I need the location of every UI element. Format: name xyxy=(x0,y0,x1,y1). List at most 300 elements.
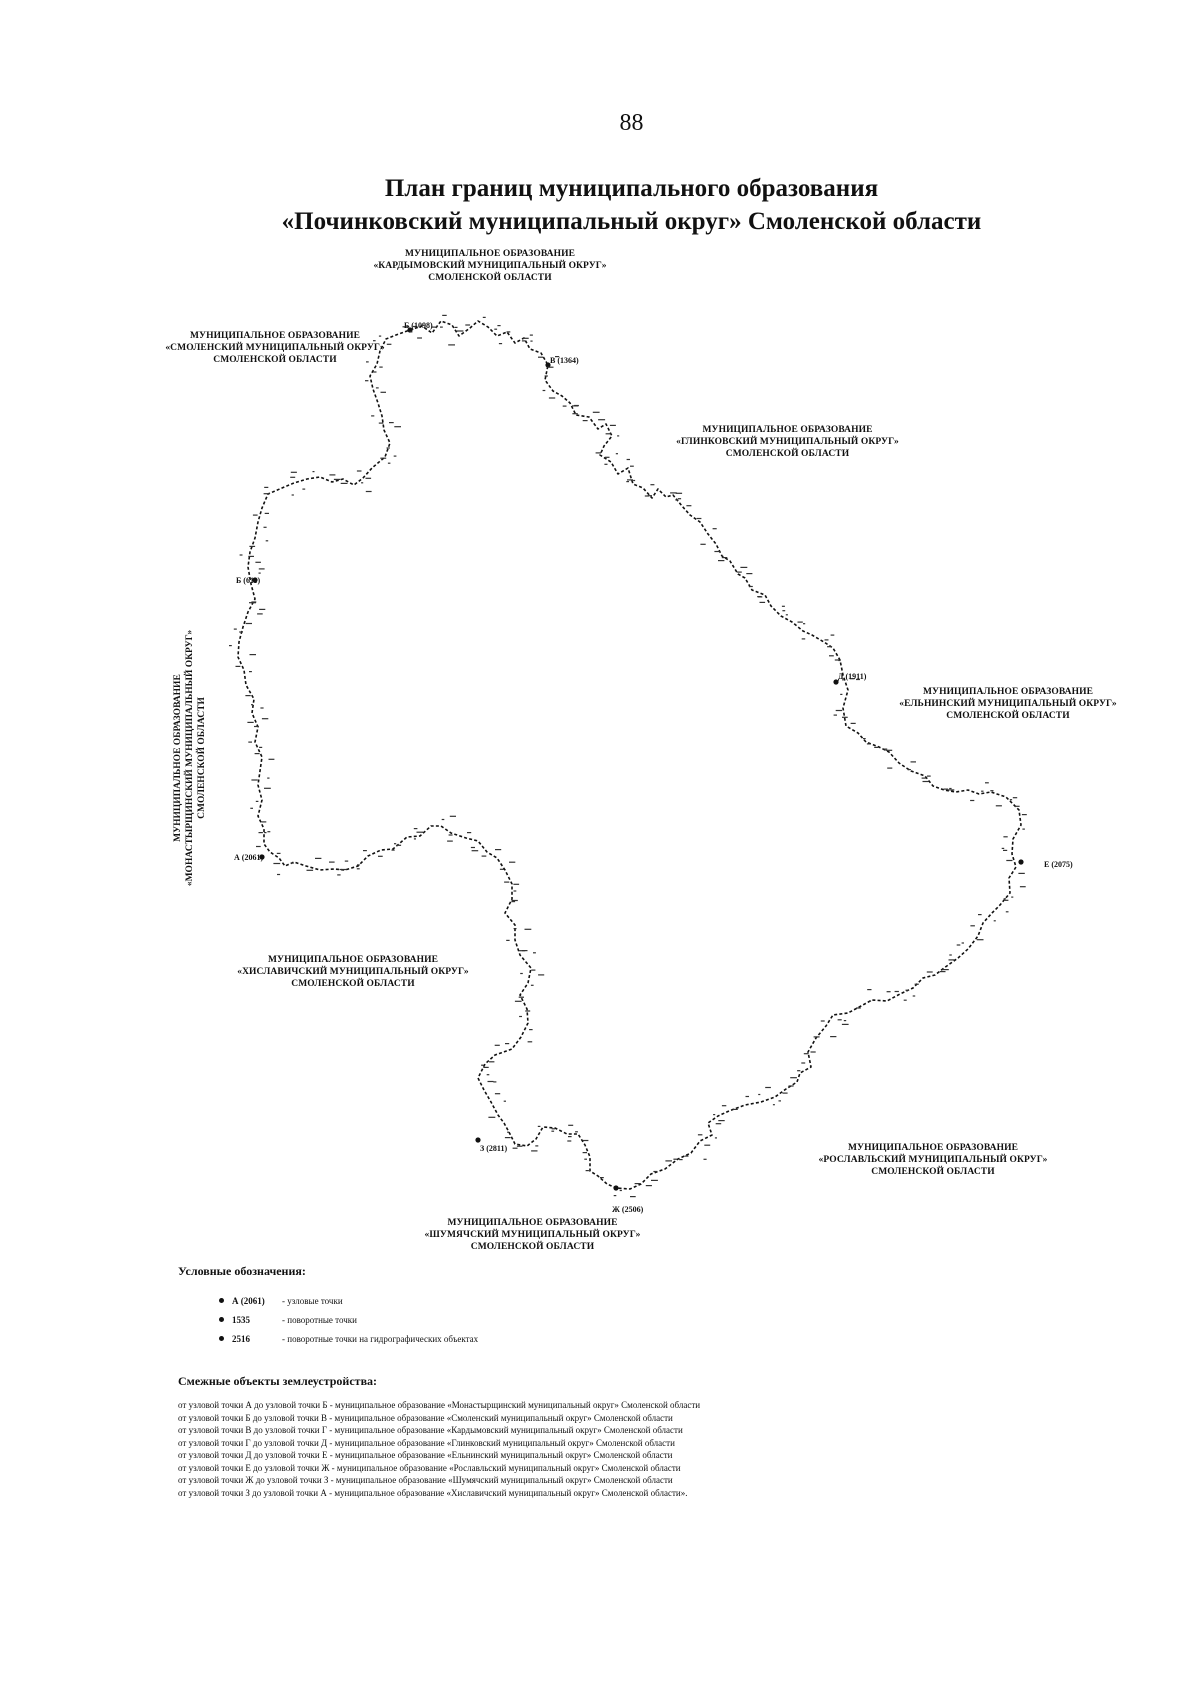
vertex-mark xyxy=(248,556,254,557)
vertex-mark xyxy=(722,1105,726,1106)
vertex-mark xyxy=(834,715,837,716)
vertex-mark xyxy=(586,1170,589,1171)
vertex-mark xyxy=(273,863,280,864)
vertex-mark xyxy=(844,1020,846,1021)
node-point xyxy=(613,1185,618,1190)
vertex-mark xyxy=(506,940,509,941)
vertex-mark xyxy=(718,560,724,561)
vertex-mark xyxy=(749,586,753,587)
vertex-mark xyxy=(773,1104,775,1105)
legend-title: Условные обозначения: xyxy=(178,1264,306,1278)
vertex-mark xyxy=(531,985,534,986)
adjacent-line: от узловой точки А до узловой точки Б - муниципальное образование «Монастырщинский муниципальный округ» Смоленской области xyxy=(178,1400,701,1410)
vertex-mark xyxy=(513,1148,518,1149)
label-roslavlsky: МУНИЦИПАЛЬНОЕ ОБРАЗОВАНИЕ «РОСЛАВЛЬСКИЙ МУНИЦИПАЛЬНЫЙ ОКРУГ» СМОЛЕНСКОЙ ОБЛАСТИ xyxy=(818,1143,1048,1177)
vertex-mark xyxy=(838,660,840,661)
hydro-point-icon xyxy=(216,1334,226,1344)
vertex-mark xyxy=(598,419,605,420)
vertex-mark xyxy=(266,540,269,541)
vertex-mark xyxy=(376,387,379,388)
vertex-mark xyxy=(605,457,610,458)
vertex-mark xyxy=(803,623,805,624)
vertex-mark xyxy=(495,849,501,850)
legend xyxy=(178,1264,1078,1348)
vertex-mark xyxy=(447,841,453,842)
vertex-mark xyxy=(264,487,268,488)
vertex-mark xyxy=(357,868,360,869)
vertex-mark xyxy=(996,805,1002,806)
vertex-mark xyxy=(831,635,835,636)
vertex-mark xyxy=(229,645,232,646)
vertex-mark xyxy=(373,371,376,372)
vertex-mark xyxy=(758,1094,760,1095)
vertex-mark xyxy=(811,1051,816,1052)
vertex-mark xyxy=(676,493,682,494)
vertex-mark xyxy=(1022,829,1025,830)
vertex-mark xyxy=(307,870,314,871)
vertex-mark xyxy=(522,340,525,341)
vertex-mark xyxy=(927,971,933,972)
vertex-mark xyxy=(790,1077,797,1078)
vertex-mark xyxy=(718,1120,724,1121)
vertex-mark xyxy=(256,846,261,847)
vertex-mark xyxy=(259,573,261,574)
adjacent-line: от узловой точки Е до узловой точки Ж - муниципальное образование «Рославльский муниципальный округ» Смоленской области xyxy=(178,1462,681,1473)
vertex-mark xyxy=(673,1159,677,1160)
vertex-mark xyxy=(617,435,619,436)
vertex-mark xyxy=(856,1007,861,1008)
vertex-mark xyxy=(259,832,263,833)
vertex-mark xyxy=(551,1131,554,1132)
vertex-mark xyxy=(471,847,475,848)
vertex-mark xyxy=(530,341,532,342)
vertex-mark xyxy=(760,602,766,603)
node-label-e: Ж (2506) xyxy=(612,1205,644,1214)
vertex-mark xyxy=(260,707,263,708)
vertex-mark xyxy=(1011,897,1013,898)
vertex-mark xyxy=(633,480,635,481)
vertex-mark xyxy=(511,901,515,902)
legend-item-node: А (2061) - узловые точки xyxy=(216,1291,1078,1310)
vertex-mark xyxy=(277,853,281,854)
vertex-mark xyxy=(713,528,717,529)
vertex-mark xyxy=(519,997,524,998)
vertex-mark xyxy=(584,1159,587,1160)
vertex-mark xyxy=(867,989,871,990)
vertex-mark xyxy=(417,337,422,338)
node-label-d: Е (2075) xyxy=(1044,860,1073,869)
vertex-mark xyxy=(593,412,600,413)
vertex-mark xyxy=(957,944,961,945)
vertex-mark xyxy=(504,882,509,883)
vertex-mark xyxy=(522,950,528,951)
vertex-mark xyxy=(568,1136,572,1137)
vertex-mark xyxy=(396,845,401,846)
vertex-mark xyxy=(563,406,567,407)
vertex-mark xyxy=(697,518,702,519)
vertex-mark xyxy=(583,420,588,421)
node-label-a-west: Б (611) xyxy=(236,576,261,585)
vertex-mark xyxy=(545,375,548,376)
vertex-mark xyxy=(722,557,728,558)
vertex-mark xyxy=(245,695,250,696)
vertex-mark xyxy=(234,629,237,630)
vertex-mark xyxy=(665,1160,672,1161)
vertex-mark xyxy=(371,415,374,416)
vertex-mark xyxy=(394,426,401,427)
vertex-mark xyxy=(239,631,243,632)
vertex-mark xyxy=(483,1067,488,1068)
vertex-mark xyxy=(259,568,265,569)
vertex-mark xyxy=(264,493,270,494)
vertex-mark xyxy=(994,920,996,921)
vertex-mark xyxy=(626,481,629,482)
vertex-mark xyxy=(911,761,917,762)
vertex-mark xyxy=(567,1140,571,1141)
vertex-mark xyxy=(442,315,447,316)
vertex-mark xyxy=(265,513,269,514)
vertex-mark xyxy=(499,343,502,344)
vertex-mark xyxy=(990,790,993,791)
vertex-mark xyxy=(782,1093,787,1094)
vertex-mark xyxy=(261,821,266,822)
vertex-mark xyxy=(830,1036,836,1037)
vertex-mark xyxy=(802,638,806,639)
vertex-mark xyxy=(904,1000,907,1001)
vertex-mark xyxy=(291,863,294,864)
vertex-mark xyxy=(949,788,951,789)
vertex-mark xyxy=(250,808,253,809)
vertex-mark xyxy=(247,722,253,723)
vertex-mark xyxy=(507,331,511,332)
vertex-mark xyxy=(487,1074,490,1075)
vertex-mark xyxy=(842,717,848,718)
vertex-mark xyxy=(249,546,255,547)
vertex-mark xyxy=(417,832,424,833)
vertex-mark xyxy=(757,596,761,597)
vertex-mark xyxy=(887,991,891,992)
node-label-a: А (2061) xyxy=(234,853,264,862)
vertex-mark xyxy=(248,742,252,743)
vertex-mark xyxy=(366,491,372,492)
vertex-mark xyxy=(740,567,747,568)
vertex-mark xyxy=(765,1087,771,1088)
vertex-mark xyxy=(488,1117,495,1118)
vertex-mark xyxy=(345,861,348,862)
vertex-mark xyxy=(361,482,363,483)
vertex-mark xyxy=(315,858,321,859)
vertex-mark xyxy=(1022,814,1027,815)
vertex-mark xyxy=(483,317,486,318)
vertex-mark xyxy=(525,929,532,930)
vertex-mark xyxy=(357,470,362,471)
vertex-mark xyxy=(614,1195,617,1196)
vertex-mark xyxy=(922,778,927,779)
vertex-mark xyxy=(575,1131,578,1132)
vertex-mark xyxy=(714,551,719,552)
label-smolensky: МУНИЦИПАЛЬНОЕ ОБРАЗОВАНИЕ «СМОЛЕНСКИЙ МУНИЦИПАЛЬНЫЙ ОКРУГ» СМОЛЕНСКОЙ ОБЛАСТИ xyxy=(165,331,385,365)
vertex-mark xyxy=(410,331,413,332)
label-khislavichsky: МУНИЦИПАЛЬНОЕ ОБРАЗОВАНИЕ «ХИСЛАВИЧСКИЙ МУНИЦИПАЛЬНЫЙ ОКРУГ» СМОЛЕНСКОЙ ОБЛАСТИ xyxy=(237,955,469,989)
vertex-mark xyxy=(977,939,984,940)
vertex-mark xyxy=(842,1024,849,1025)
vertex-mark xyxy=(574,405,579,406)
vertex-mark xyxy=(246,623,252,624)
vertex-mark xyxy=(1018,873,1024,874)
vertex-mark xyxy=(867,743,871,744)
vertex-mark xyxy=(797,1070,800,1071)
vertex-mark xyxy=(552,1128,555,1129)
vertex-mark xyxy=(913,995,916,996)
vertex-mark xyxy=(363,850,367,851)
vertex-mark xyxy=(341,483,348,484)
vertex-mark xyxy=(505,1043,509,1044)
vertex-mark xyxy=(512,900,518,901)
vertex-mark xyxy=(568,1125,573,1126)
vertex-mark xyxy=(821,1020,825,1021)
vertex-mark xyxy=(733,1109,738,1110)
vertex-mark xyxy=(1010,799,1012,800)
vertex-mark xyxy=(538,357,543,358)
vertex-mark xyxy=(583,1152,587,1153)
vertex-mark xyxy=(250,654,257,655)
vertex-mark xyxy=(884,749,888,750)
vertex-mark xyxy=(606,433,611,434)
vertex-mark xyxy=(1003,836,1007,837)
adjacent-title: Смежные объекты землеустройства: xyxy=(178,1374,378,1388)
vertex-mark xyxy=(357,864,360,865)
vertex-mark xyxy=(440,327,443,328)
vertex-mark xyxy=(1003,850,1007,851)
vertex-mark xyxy=(255,562,261,563)
vertex-mark xyxy=(387,447,390,448)
adjacent-line: от узловой точки Д до узловой точки Е - муниципальное образование «Ельнинский муниципальный округ» Смоленской области xyxy=(178,1450,673,1460)
vertex-mark xyxy=(646,1185,652,1186)
title-line-1: План границ муниципального образования xyxy=(384,175,879,202)
vertex-mark xyxy=(329,862,335,863)
vertex-mark xyxy=(255,753,260,754)
vertex-mark xyxy=(340,869,347,870)
vertex-mark xyxy=(651,1180,658,1181)
vertex-mark xyxy=(704,1159,707,1160)
node-label-v: В (1364) xyxy=(550,356,579,365)
vertex-mark xyxy=(509,862,515,863)
vertex-mark xyxy=(489,1061,494,1062)
vertex-mark xyxy=(366,478,372,479)
vertex-mark xyxy=(927,776,931,777)
vertex-mark xyxy=(497,325,500,326)
vertex-mark xyxy=(290,477,295,478)
vertex-mark xyxy=(467,832,471,833)
vertex-mark xyxy=(465,324,470,325)
vertex-mark xyxy=(675,499,678,500)
vertex-mark xyxy=(531,970,535,971)
vertex-mark xyxy=(650,484,654,485)
vertex-mark xyxy=(236,666,241,667)
vertex-mark xyxy=(313,471,315,472)
vertex-mark xyxy=(538,974,544,975)
node-label-b: Б (1098) xyxy=(404,321,433,330)
vertex-mark xyxy=(448,344,455,345)
vertex-mark xyxy=(653,1171,657,1172)
vertex-mark xyxy=(746,573,752,574)
vertex-mark xyxy=(838,1019,842,1020)
vertex-mark xyxy=(715,1137,717,1138)
vertex-mark xyxy=(379,367,382,368)
vertex-mark xyxy=(257,613,263,614)
vertex-mark xyxy=(531,1150,537,1151)
vertex-mark xyxy=(1006,911,1009,912)
vertex-mark xyxy=(630,466,634,467)
vertex-mark xyxy=(869,1000,871,1001)
node-point xyxy=(475,1137,480,1142)
vertex-mark xyxy=(962,942,964,943)
vertex-mark xyxy=(704,1145,710,1146)
vertex-mark xyxy=(291,472,297,473)
vertex-mark xyxy=(337,874,340,875)
vertex-mark xyxy=(547,367,553,368)
vertex-mark xyxy=(520,973,523,974)
vertex-mark xyxy=(269,759,275,760)
vertex-mark xyxy=(940,971,946,972)
vertex-mark xyxy=(381,392,387,393)
vertex-mark xyxy=(836,710,842,711)
vertex-mark xyxy=(827,646,831,647)
vertex-mark xyxy=(513,884,519,885)
vertex-mark xyxy=(292,494,294,495)
vertex-mark xyxy=(488,1081,494,1082)
vertex-mark xyxy=(970,800,974,801)
vertex-mark xyxy=(851,723,856,724)
vertex-mark xyxy=(251,704,253,705)
vertex-mark xyxy=(379,423,384,424)
vertex-mark xyxy=(380,458,386,459)
vertex-mark xyxy=(392,850,395,851)
vertex-mark xyxy=(746,1096,750,1097)
adjacent-line: от узловой точки Г до узловой точки Д - муниципальное образование «Глинковский муниципальный округ» Смоленской области xyxy=(178,1437,675,1448)
vertex-mark xyxy=(528,1041,533,1042)
label-elninsky: МУНИЦИПАЛЬНОЕ ОБРАЗОВАНИЕ «ЕЛЬНИНСКИЙ МУНИЦИПАЛЬНЫЙ ОКРУГ» СМОЛЕНСКОЙ ОБЛАСТИ xyxy=(899,687,1117,721)
vertex-mark xyxy=(262,718,268,719)
vertex-mark xyxy=(970,925,975,926)
vertex-mark xyxy=(525,1010,530,1011)
vertex-mark xyxy=(829,655,834,656)
vertex-mark xyxy=(543,390,546,391)
page-number: 88 xyxy=(619,110,644,136)
vertex-mark xyxy=(254,726,259,727)
vertex-mark xyxy=(804,1053,809,1054)
adjacent-objects xyxy=(178,1374,1138,1499)
vertex-mark xyxy=(978,914,982,915)
adjacent-line: от узловой точки Б до узловой точки В - муниципальное образование «Смоленский муниципальный округ» Смоленской области xyxy=(178,1412,673,1423)
turning-point-icon xyxy=(216,1315,226,1325)
vertex-mark xyxy=(253,515,258,516)
vertex-mark xyxy=(264,788,271,789)
vertex-mark xyxy=(535,1145,538,1146)
vertex-mark xyxy=(449,834,453,835)
vertex-mark xyxy=(378,856,383,857)
vertex-mark xyxy=(604,464,607,465)
vertex-mark xyxy=(885,750,892,751)
vertex-mark xyxy=(887,768,892,769)
vertex-mark xyxy=(627,479,633,480)
adjacent-line: от узловой точки Ж до узловой точки З - муниципальное образование «Шумячский муниципальный округ» Смоленской области xyxy=(178,1475,673,1485)
vertex-mark xyxy=(482,856,487,857)
vertex-mark xyxy=(442,819,445,820)
vertex-mark xyxy=(494,329,497,330)
vertex-mark xyxy=(493,1081,496,1082)
vertex-mark xyxy=(1005,900,1009,901)
vertex-mark xyxy=(981,791,983,792)
node-point-icon xyxy=(216,1296,226,1306)
vertex-mark xyxy=(616,453,618,454)
vertex-mark xyxy=(251,779,257,780)
vertex-mark xyxy=(514,928,517,929)
vertex-mark xyxy=(716,1123,722,1124)
node-label-g: Д (1911) xyxy=(838,672,867,681)
vertex-mark xyxy=(572,413,577,414)
vertex-mark xyxy=(302,489,305,490)
vertex-mark xyxy=(949,959,955,960)
adjacent-line: от узловой точки В до узловой точки Г - муниципальное образование «Кардымовский муниципальный округ» Смоленской области xyxy=(178,1425,683,1435)
vertex-mark xyxy=(825,639,829,640)
vertex-mark xyxy=(267,831,270,832)
vertex-mark xyxy=(394,456,397,457)
vertex-mark xyxy=(249,671,252,672)
vertex-mark xyxy=(414,838,416,839)
vertex-mark xyxy=(923,781,929,782)
vertex-mark xyxy=(782,610,785,611)
vertex-mark xyxy=(329,474,335,475)
vertex-mark xyxy=(264,832,266,833)
vertex-mark xyxy=(538,1126,541,1127)
vertex-mark xyxy=(259,747,262,748)
node-point xyxy=(1018,859,1023,864)
label-monastyrshchinsky: МУНИЦИПАЛЬНОЕ ОБРАЗОВАНИЕ «МОНАСТЫРЩИНСКИЙ МУНИЦИПАЛЬНЫЙ ОКРУГ» СМОЛЕНСКОЙ ОБЛАСТИ xyxy=(173,629,207,887)
vertex-mark xyxy=(365,380,368,381)
vertex-mark xyxy=(948,789,955,790)
vertex-mark xyxy=(530,335,533,336)
vertex-mark xyxy=(1020,886,1026,887)
vertex-mark xyxy=(635,1183,641,1184)
vertex-mark xyxy=(500,869,504,870)
vertex-mark xyxy=(264,527,267,528)
vertex-mark xyxy=(504,1101,506,1102)
vertex-mark xyxy=(779,1100,782,1101)
vertex-mark xyxy=(1013,797,1017,798)
vertex-mark xyxy=(700,544,705,545)
vertex-mark xyxy=(698,1134,703,1135)
vertex-mark xyxy=(596,452,602,453)
vertex-mark xyxy=(1015,806,1020,807)
vertex-mark xyxy=(529,1029,533,1030)
vertex-mark xyxy=(394,843,396,844)
title-line-2: «Починковский муниципальный округ» Смоленской области xyxy=(281,208,982,235)
vertex-mark xyxy=(944,789,949,790)
label-kardymovsky: МУНИЦИПАЛЬНОЕ ОБРАЗОВАНИЕ «КАРДЫМОВСКИЙ МУНИЦИПАЛЬНЫЙ ОКРУГ» СМОЛЕНСКОЙ ОБЛАСТИ xyxy=(373,249,607,283)
vertex-mark xyxy=(334,479,341,480)
vertex-mark xyxy=(583,1140,588,1141)
legend-item-turning: 1535 - поворотные точки xyxy=(216,1310,1078,1329)
vertex-mark xyxy=(679,1159,683,1160)
vertex-mark xyxy=(495,1045,500,1046)
vertex-mark xyxy=(515,1001,522,1002)
vertex-mark xyxy=(517,1146,523,1147)
vertex-mark xyxy=(801,1062,805,1063)
label-glinkovsky: МУНИЦИПАЛЬНОЕ ОБРАЗОВАНИЕ «ГЛИНКОВСКИЙ МУНИЦИПАЛЬНЫЙ ОКРУГ» СМОЛЕНСКОЙ ОБЛАСТИ xyxy=(676,425,899,459)
vertex-mark xyxy=(610,425,616,426)
vertex-mark xyxy=(389,422,394,423)
